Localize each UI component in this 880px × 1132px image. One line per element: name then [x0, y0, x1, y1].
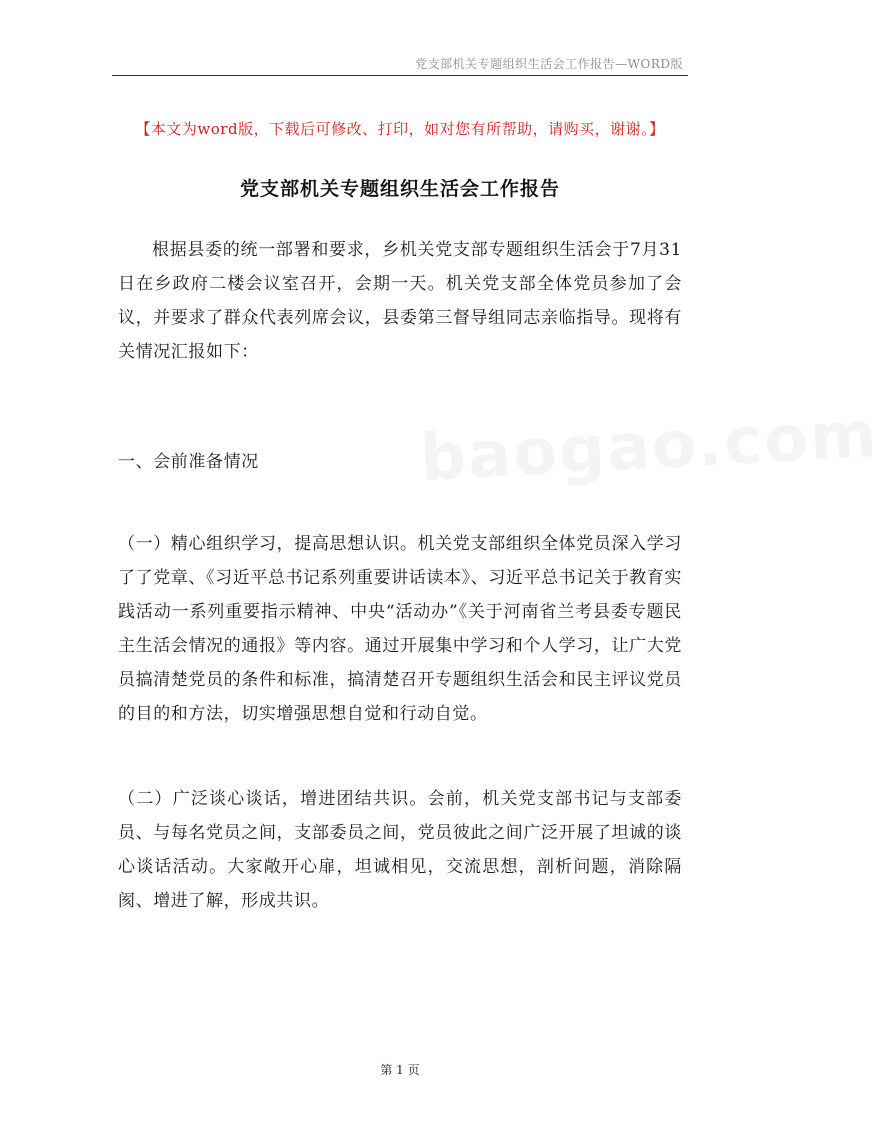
section-heading-one: 一、会前准备情况 [118, 452, 259, 472]
download-notice: 【本文为word版，下载后可修改、打印，如对您有所帮助，请购买，谢谢。】 [135, 120, 665, 138]
site-watermark: baogao.com [418, 398, 880, 496]
running-header: 党支部机关专题组织生活会工作报告—WORD版 [415, 57, 683, 71]
item-one-paragraph: （一）精心组织学习，提高思想认识。机关党支部组织全体党员深入学习了了党章、《习近平总书记系列重要讲话读本》、习近平总书记关于教育实践活动一系列重要指示精神、中央“活动办”《关于河南省兰考县委专题民主生活会情况的通报》等内容。通过开展集中学习和个人学习，让广大党员搞清楚党员的条件和标准，搞清楚召开专题组织生活会和民主评议党员的目的和方法，切实增强思想自觉和行动自觉。 [118, 534, 682, 724]
document-title: 党支部机关专题组织生活会工作报告 [239, 178, 560, 200]
page-number: 第 1 页 [380, 1063, 420, 1077]
intro-paragraph: 根据县委的统一部署和要求，乡机关党支部专题组织生活会于7月31日在乡政府二楼会议室召开，会期一天。机关党支部全体党员参加了会议，并要求了群众代表列席会议，县委第三督导组同志亲临指导。现将有关情况汇报如下： [118, 240, 682, 362]
item-two-paragraph: （二）广泛谈心谈话，增进团结共识。会前，机关党支部书记与支部委员、与每名党员之间，支部委员之间，党员彼此之间广泛开展了坦诚的谈心谈话活动。大家敞开心扉，坦诚相见，交流思想，剖析问题，消除隔阂、增进了解，形成共识。 [118, 789, 682, 911]
header-divider [112, 75, 688, 76]
